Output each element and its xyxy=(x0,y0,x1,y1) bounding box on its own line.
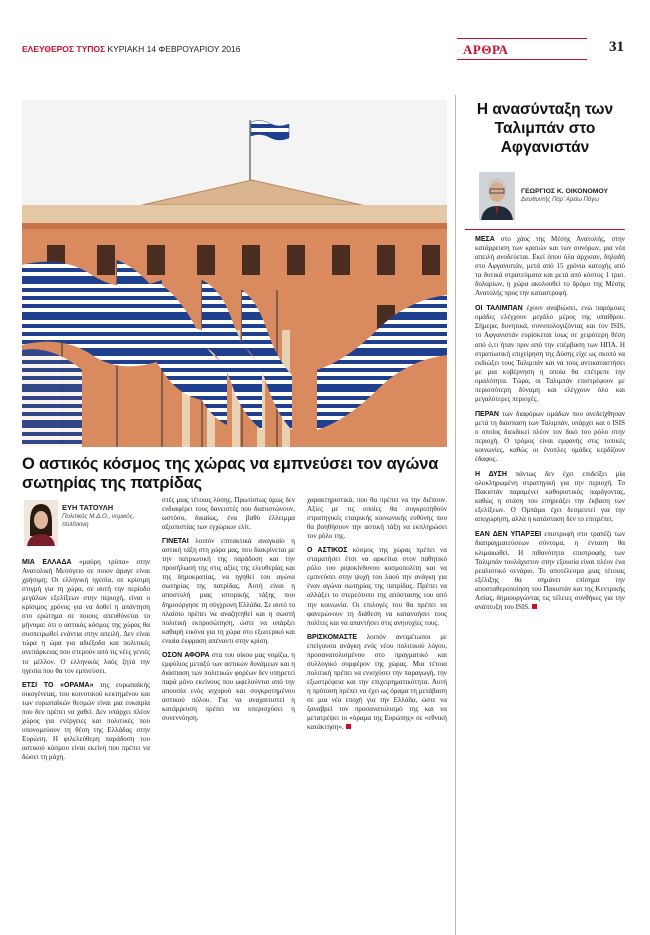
paragraph-lead: Ο ΑΣΤΙΚΟΣ xyxy=(307,547,348,555)
paragraph-lead: ΕΑΝ ΔΕΝ ΥΠΑΡΞΕΙ xyxy=(475,531,542,539)
paragraph xyxy=(307,496,447,541)
article-end-mark xyxy=(346,724,351,729)
paper-name: ΕΛΕΥΘΕΡΟΣ ΤΥΠΟΣ xyxy=(22,44,106,54)
paragraph-text: των διαφόρων ομάδων που ανεδείχθησαν μετά τη διάσπαση των Ταλιμπάν, υπάρχει και ο ISIS ο οποίος διεκδικεί πλέον τον δικό του ρόλο στην περιοχή. Ο τρόμος είναι εμφανής στις τοπικές κοινωνίες, καθώς οι ένοπλες ομάδες κερδίζουν έδαφος. xyxy=(475,409,625,464)
paragraph-text: λοιπόν αντιμέτωποι με επείγουσα ανάγκη ενός νέου πολιτικού λόγου, προσανατολισμένου στο πραγματικό και συλλογικό συμφέρον της χώρας. Μια τέτοια πολιτική πρέπει να ενισχύσει την παραγωγή, την εξωστρέφεια και την επιχειρηματικότητα. Αυτή η πρόταση πρέπει να έχει ως όραμα τη μετάβαση σε μια νέα εποχή για την Ελλάδα, ώστε να ξαναβρεί τον προσανατολισμό της και να μετατρέψει το «όραμα της Ευρώπης» σε «εθνική κατάκτηση». xyxy=(307,632,447,732)
paragraph xyxy=(475,304,625,404)
paragraph xyxy=(475,410,625,464)
section-label: ΑΡΘΡΑ xyxy=(463,42,509,57)
column-divider xyxy=(455,95,456,935)
paragraph-lead: ΓΙΝΕΤΑΙ xyxy=(162,538,189,546)
main-author-box xyxy=(22,495,144,555)
author-portrait-icon xyxy=(24,500,58,546)
side-divider xyxy=(465,229,625,230)
paragraph-text: στές μιας τέτοιας λύσης. Πρωτίστως όμως δεν ενδιαφέρει τους δανειστές που διαπιστώνουν, ωστόσο, δικαίως, ένα βαθύ έλλειμμα αξιοπιστίας των εγχώριων ελίτ. xyxy=(162,496,295,532)
side-author-box xyxy=(465,172,625,224)
paragraph-text: «μαύρη τρύπα» στην Ανατολική Μεσόγειο σε ποιον άραγε είναι χρήσιμη; Οι ελληνική ηγεσία, σε κρίσιμη στιγμή για τη χώρα, σε αυτή την περίοδο μεγάλων εξελίξεων στην περιοχή, είναι ο κρίσιμος χρόνος για να δοθεί η απάντηση στο ερώτημα σε ποιους απευθύνεται το μήνυμα: ότι ο αστικός κόσμος της χώρας θα συσπειρωθεί ενάντια στην απειλή. Δεν είναι τώρα η ώρα για αδιέξοδα και πολιτικές ανεπάρκειας που στερούν από τις νέες γενιές το μέλλον. Ο ελληνικός λαός ζητά την ηγεσία που θα τον εμπνεύσει. xyxy=(22,558,150,675)
paragraph-text: στα του οίκου μας νομίζω, η εμφύλιος μεταξύ των αστικών δυνάμεων και η διάσπαση των πολιτικών φορέων δεν υπηρετεί παρά μόνο εκείνους που ωφελούνται από την απουσία ενός ισχυρού και συγκροτημένου αστικού πόλου. Για να αναχαιτιστεί η κατάρρευση πρέπει να υπερισχύσει η συνεννόηση. xyxy=(162,650,295,723)
paragraph-lead: ΜΙΑ ΕΛΛΑΔΑ xyxy=(22,559,72,566)
paragraph xyxy=(22,681,150,762)
issue-date: ΚΥΡΙΑΚΗ 14 ΦΕΒΡΟΥΑΡΙΟΥ 2016 xyxy=(107,44,241,54)
side-author-avatar xyxy=(479,172,515,220)
paragraph-lead: ΒΡΙΣΚΟΜΑΣΤΕ xyxy=(307,633,358,641)
article-end-mark xyxy=(532,604,537,609)
masthead-left xyxy=(22,44,241,54)
main-author-name: ΕΥΗ ΤΑΤΟΥΛΗ xyxy=(62,503,114,512)
paragraph xyxy=(22,558,150,676)
masthead xyxy=(22,38,628,60)
main-article-column-2 xyxy=(162,496,295,728)
page-number: 31 xyxy=(609,39,624,55)
paragraph-text: στο χάος της Μέσης Ανατολής, στην κατάρρευση των κρατών και των συνόρων, μια νέα απειλή ανοδεύεται. Εκεί όπου όλα άρχισαν, δηλαδή στο Αφγανιστάν, μετά από 15 χρόνια κατοχής από τα δυτικά στρατεύματα και μετά από κόστος 1 τρισ. δολαρίων, η χώρα ακολουθεί το δρόμο της Μέσης Ανατολής προς την καταστροφή. xyxy=(475,235,625,298)
paragraph-text: έχουν αναβιώσει, ενώ παρόμοιες ομάδες ελέγχουν μεγάλο μέρος της υπαίθρου. Σήμερα, δυνητικά, συνυπολογιζόντας και τον ISIS, το Αφγανιστάν ευρίσκεται ίσως σε χειρότερη θέση από ό,τι ήταν πριν από την επέμβαση των ΗΠΑ. Η στρατιωτική επιχείρηση της Δύσης είχε ως σκοπό να εκδιώξει τους Ταλιμπάν και να τους αντικαταστήσει με μια κυβέρνηση η οποία θα επέτρεπε την ομαλότητα. Τώρα, οι Ταλιμπάν επιστρέφουν με περισσότερη δύναμη και ελέγχουν όλο και μεγαλύτερες περιοχές. xyxy=(475,304,625,403)
main-article-column-1 xyxy=(22,558,150,767)
paragraph xyxy=(307,546,447,627)
main-article-title: Ο αστικός κόσμος της χώρας να εμπνεύσει τον αγώνα σωτηρίας της πατρίδας xyxy=(22,455,439,492)
paragraph xyxy=(475,470,625,524)
paragraph-lead: ΜΕΣΑ xyxy=(475,236,495,243)
side-author-name: ΓΕΩΡΓΙΟΣ Κ. ΟΙΚΟΝΟΜΟΥ xyxy=(521,188,609,195)
main-author-role: Πολιτικός Μ.Δ.Ο., νομικός, πολίτικινη xyxy=(62,513,135,528)
side-author-portrait-icon xyxy=(479,172,515,220)
side-author-role: Διευθυντής Παρ' Αρείω Πάγω xyxy=(521,197,599,203)
paragraph xyxy=(475,235,625,298)
side-article-column xyxy=(475,235,625,618)
paragraph-text: λοιπόν επιτακτικά αναγκαίο η αστική τάξη στη χώρα μας, που διακρίνεται με την πατριωτική της παράδοση και την προσήλωσή της στις αξίες της ελευθερίας και της δημοκρατίας, να ηγηθεί του αγώνα σωτηρίας της πατρίδας. Αυτή είναι η αποστολή μιας ιστορικής τάξης που δημιούργησε τη σύγχρονη Ελλάδα. Σε αυτό το πλαίσιο πρέπει να αναζητηθεί και η σωστή πολιτική εκπροσώπηση, ώστε να υπάρξει καθαρή εικόνα για τη χώρα στο εξωτερικό και ενιαία έκφραση απέναντι στην κρίση. xyxy=(162,537,295,645)
paragraph xyxy=(307,633,447,733)
paragraph-lead: ΟΣΟΝ ΑΦΟΡΑ xyxy=(162,651,210,659)
paragraph-text: της ευρωπαϊκής οικογένειας, του κοινοτικού κεκτημένου και των ευρωπαϊκών θεσμών είναι μια ευκαιρία που δεν πρέπει να χαθεί. Δεν υπάρχει πλέον χώρος για ενέργειες και πολιτικές που υπονομεύουν τη θέση της Ελλάδας στην Ευρώπη. Η φιλελεύθερη παράδοση του αστικού κόσμου είναι εκείνη που πρέπει να δώσει τη μάχη. xyxy=(22,680,150,761)
paragraph-lead: ΕΤΣΙ ΤΟ «ΟΡΑΜΑ» xyxy=(22,681,94,689)
paragraph-text: χαρακτηριστικά, που θα πρέπει να την διέπουν. Αξίες με τις οποίες θα συγκροτηθούν στρατηγικές εταιρικής κοινωνικής ευθύνης που θα βοηθήσουν την αστική τάξη να εκπληρώσει τον ρόλο της. xyxy=(307,496,447,541)
side-article-title: Η ανασύνταξη των Ταλιμπάν στο Αφγανιστάν xyxy=(476,101,614,156)
section-label-box xyxy=(457,38,587,60)
paragraph-text: επιστροφή στο τραπέζι των διαπραγματεύσεων σύντομα, η ένταση θα κλιμακωθεί. Η πιθανότητα επιστροφής των Ταλιμπάν τουλάχιστον στην εξουσία είναι πλέον ένα ρεαλιστικό σενάριο. Το αποτέλεσμα μιας τέτοιας εξέλιξης θα σημάνει επίσημα την αποσταθεροποίηση του Πακιστάν και της Κεντρικής Ασίας, δημιουργώντας τις τέλειες συνθήκες για την ανάπτυξη του ISIS. xyxy=(475,530,626,611)
paragraph xyxy=(162,496,295,532)
paragraph-lead: ΟΙ ΤΑΛΙΜΠΑΝ xyxy=(475,305,523,313)
paragraph xyxy=(162,651,295,723)
main-author-avatar xyxy=(24,500,58,546)
paragraph-lead: Η ΔΥΣΗ xyxy=(475,471,507,479)
paragraph xyxy=(475,530,625,611)
main-article-column-3 xyxy=(307,496,447,737)
paragraph-lead: ΠΕΡΑΝ xyxy=(475,410,499,418)
parliament-illustration xyxy=(22,100,447,447)
paragraph-text: πάντως δεν έχει επιδείξει μία ολοκληρωμένη στρατηγική για την περιοχή. Το Πακιστάν παραμένει καθοριστικός παράγοντας, καθώς η στάση του επηρεάζει την έκβαση των εξελίξεων. Ο Ομπάμα έχει δεσμευτεί για την αποχώρηση, αλλά η κατάσταση δεν το επιτρέπει. xyxy=(475,470,625,524)
paragraph xyxy=(162,537,295,646)
parliament-photo xyxy=(22,100,447,447)
paragraph-text: κόσμος της χώρας πρέπει να σταματήσει έτσι να αρκείται στον παθητικό ρόλο του ριψοκίνδυνου κοσμοπολίτη και να εμπνεύσει στην ψυχή του λαού την ανάγκη για έναν αγώνα σωτηρίας της πατρίδας. Πρέπει να αλλάξει το στερεότυπο της απόστασης του από την κοινωνία. Οι επιλογές του θα πρέπει να φανερώνουν τη διάθεση να κατανοήσει τους πολίτες και να απαντήσει στις ανησυχίες τους. xyxy=(307,546,447,627)
